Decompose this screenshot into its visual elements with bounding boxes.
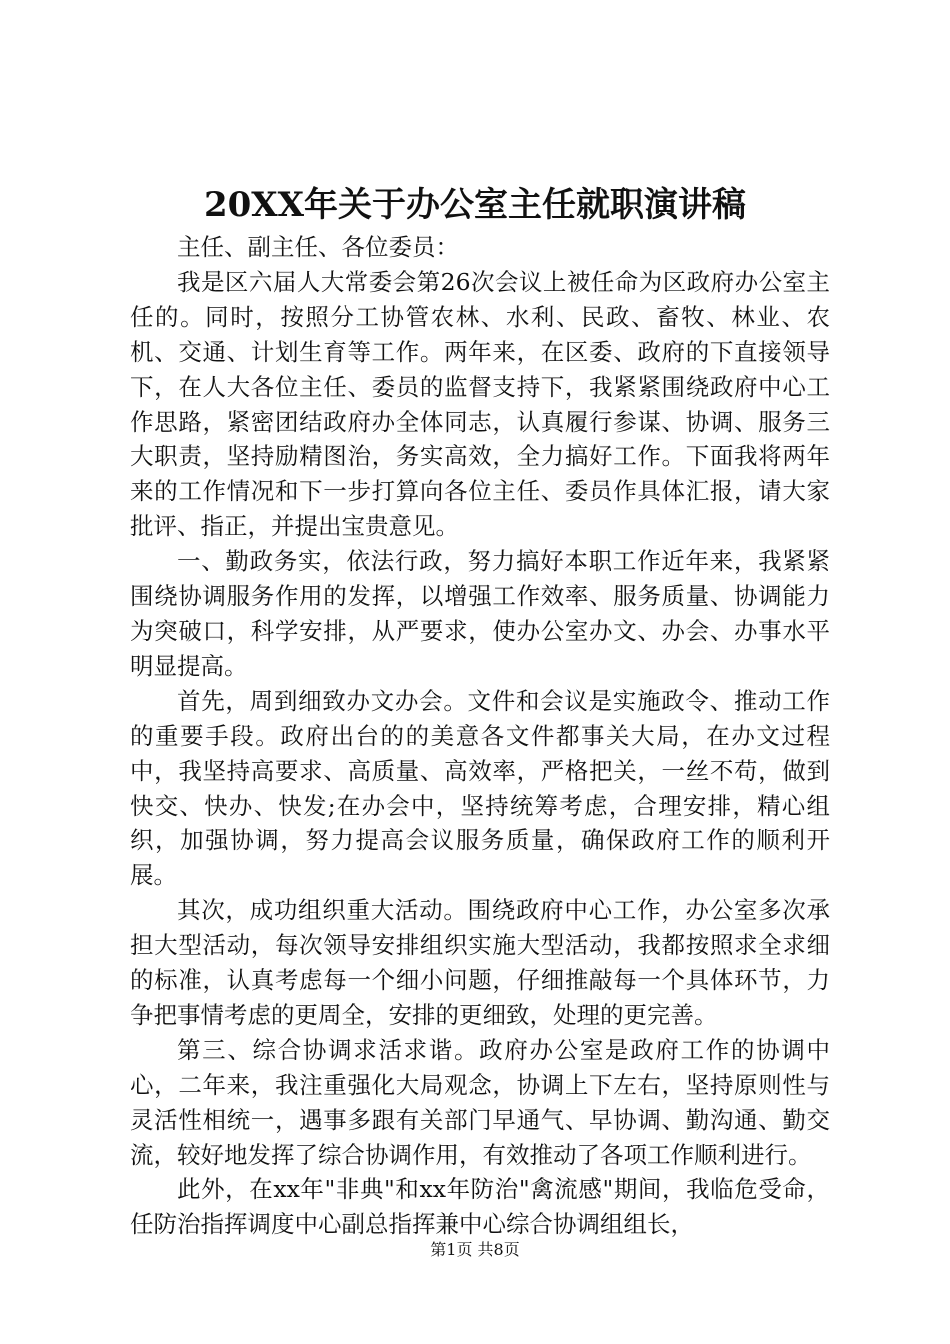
additional-paragraph: 此外，在xx年"非典"和xx年防治"禽流感"期间，我临危受命，任防治指挥调度中心副总指挥兼中心综合协调组组长， (130, 1175, 830, 1239)
second-point-paragraph: 其次，成功组织重大活动。围绕政府中心工作，办公室多次承担大型活动，每次领导安排组织实施大型活动，我都按照求全求细的标准，认真考虑每一个细小问题，仔细推敲每一个具体环节，力争把事情考虑的更周全，安排的更细致，处理的更完善。 (130, 896, 830, 1029)
first-point-paragraph: 首先，周到细致办文办会。文件和会议是实施政令、推动工作的重要手段。政府出台的的美意各文件都事关大局，在办文过程中，我坚持高要求、高质量、高效率，严格把关，一丝不苟，做到快交、快办、快发;在办会中，坚持统筹考虑，合理安排，精心组织，加强协调，努力提高会议服务质量，确保政府工作的顺利开展。 (130, 686, 830, 890)
salutation-paragraph: 主任、副主任、各位委员： (177, 233, 459, 261)
section-one-paragraph: 一、勤政务实，依法行政，努力搞好本职工作近年来，我紧紧围绕协调服务作用的发挥，以增强工作效率、服务质量、协调能力为突破口，科学安排，从严要求，使办公室办文、办会、办事水平明显提高。 (130, 547, 830, 680)
third-point-paragraph: 第三、综合协调求活求谐。政府办公室是政府工作的协调中心，二年来，我注重强化大局观念，协调上下左右，坚持原则性与灵活性相统一，遇事多跟有关部门早通气、早协调、勤沟通、勤交流，较好地发挥了综合协调作用，有效推动了各项工作顺利进行。 (130, 1035, 830, 1169)
intro-paragraph: 我是区六届人大常委会第26次会议上被任命为区政府办公室主任的。同时，按照分工协管农林、水利、民政、畜牧、林业、农机、交通、计划生育等工作。两年来，在区委、政府的下直接领导下，在人大各位主任、委员的监督支持下，我紧紧围绕政府中心工作思路，紧密团结政府办全体同志，认真履行参谋、协调、服务三大职责，坚持励精图治，务实高效，全力搞好工作。下面我将两年来的工作情况和下一步打算向各位主任、委员作具体汇报，请大家批评、指正，并提出宝贵意见。 (130, 267, 830, 541)
page-number-footer: 第1页 共8页 (430, 1240, 520, 1259)
document-title: 20XX年关于办公室主任就职演讲稿 (203, 185, 747, 225)
document-body (130, 230, 830, 1242)
